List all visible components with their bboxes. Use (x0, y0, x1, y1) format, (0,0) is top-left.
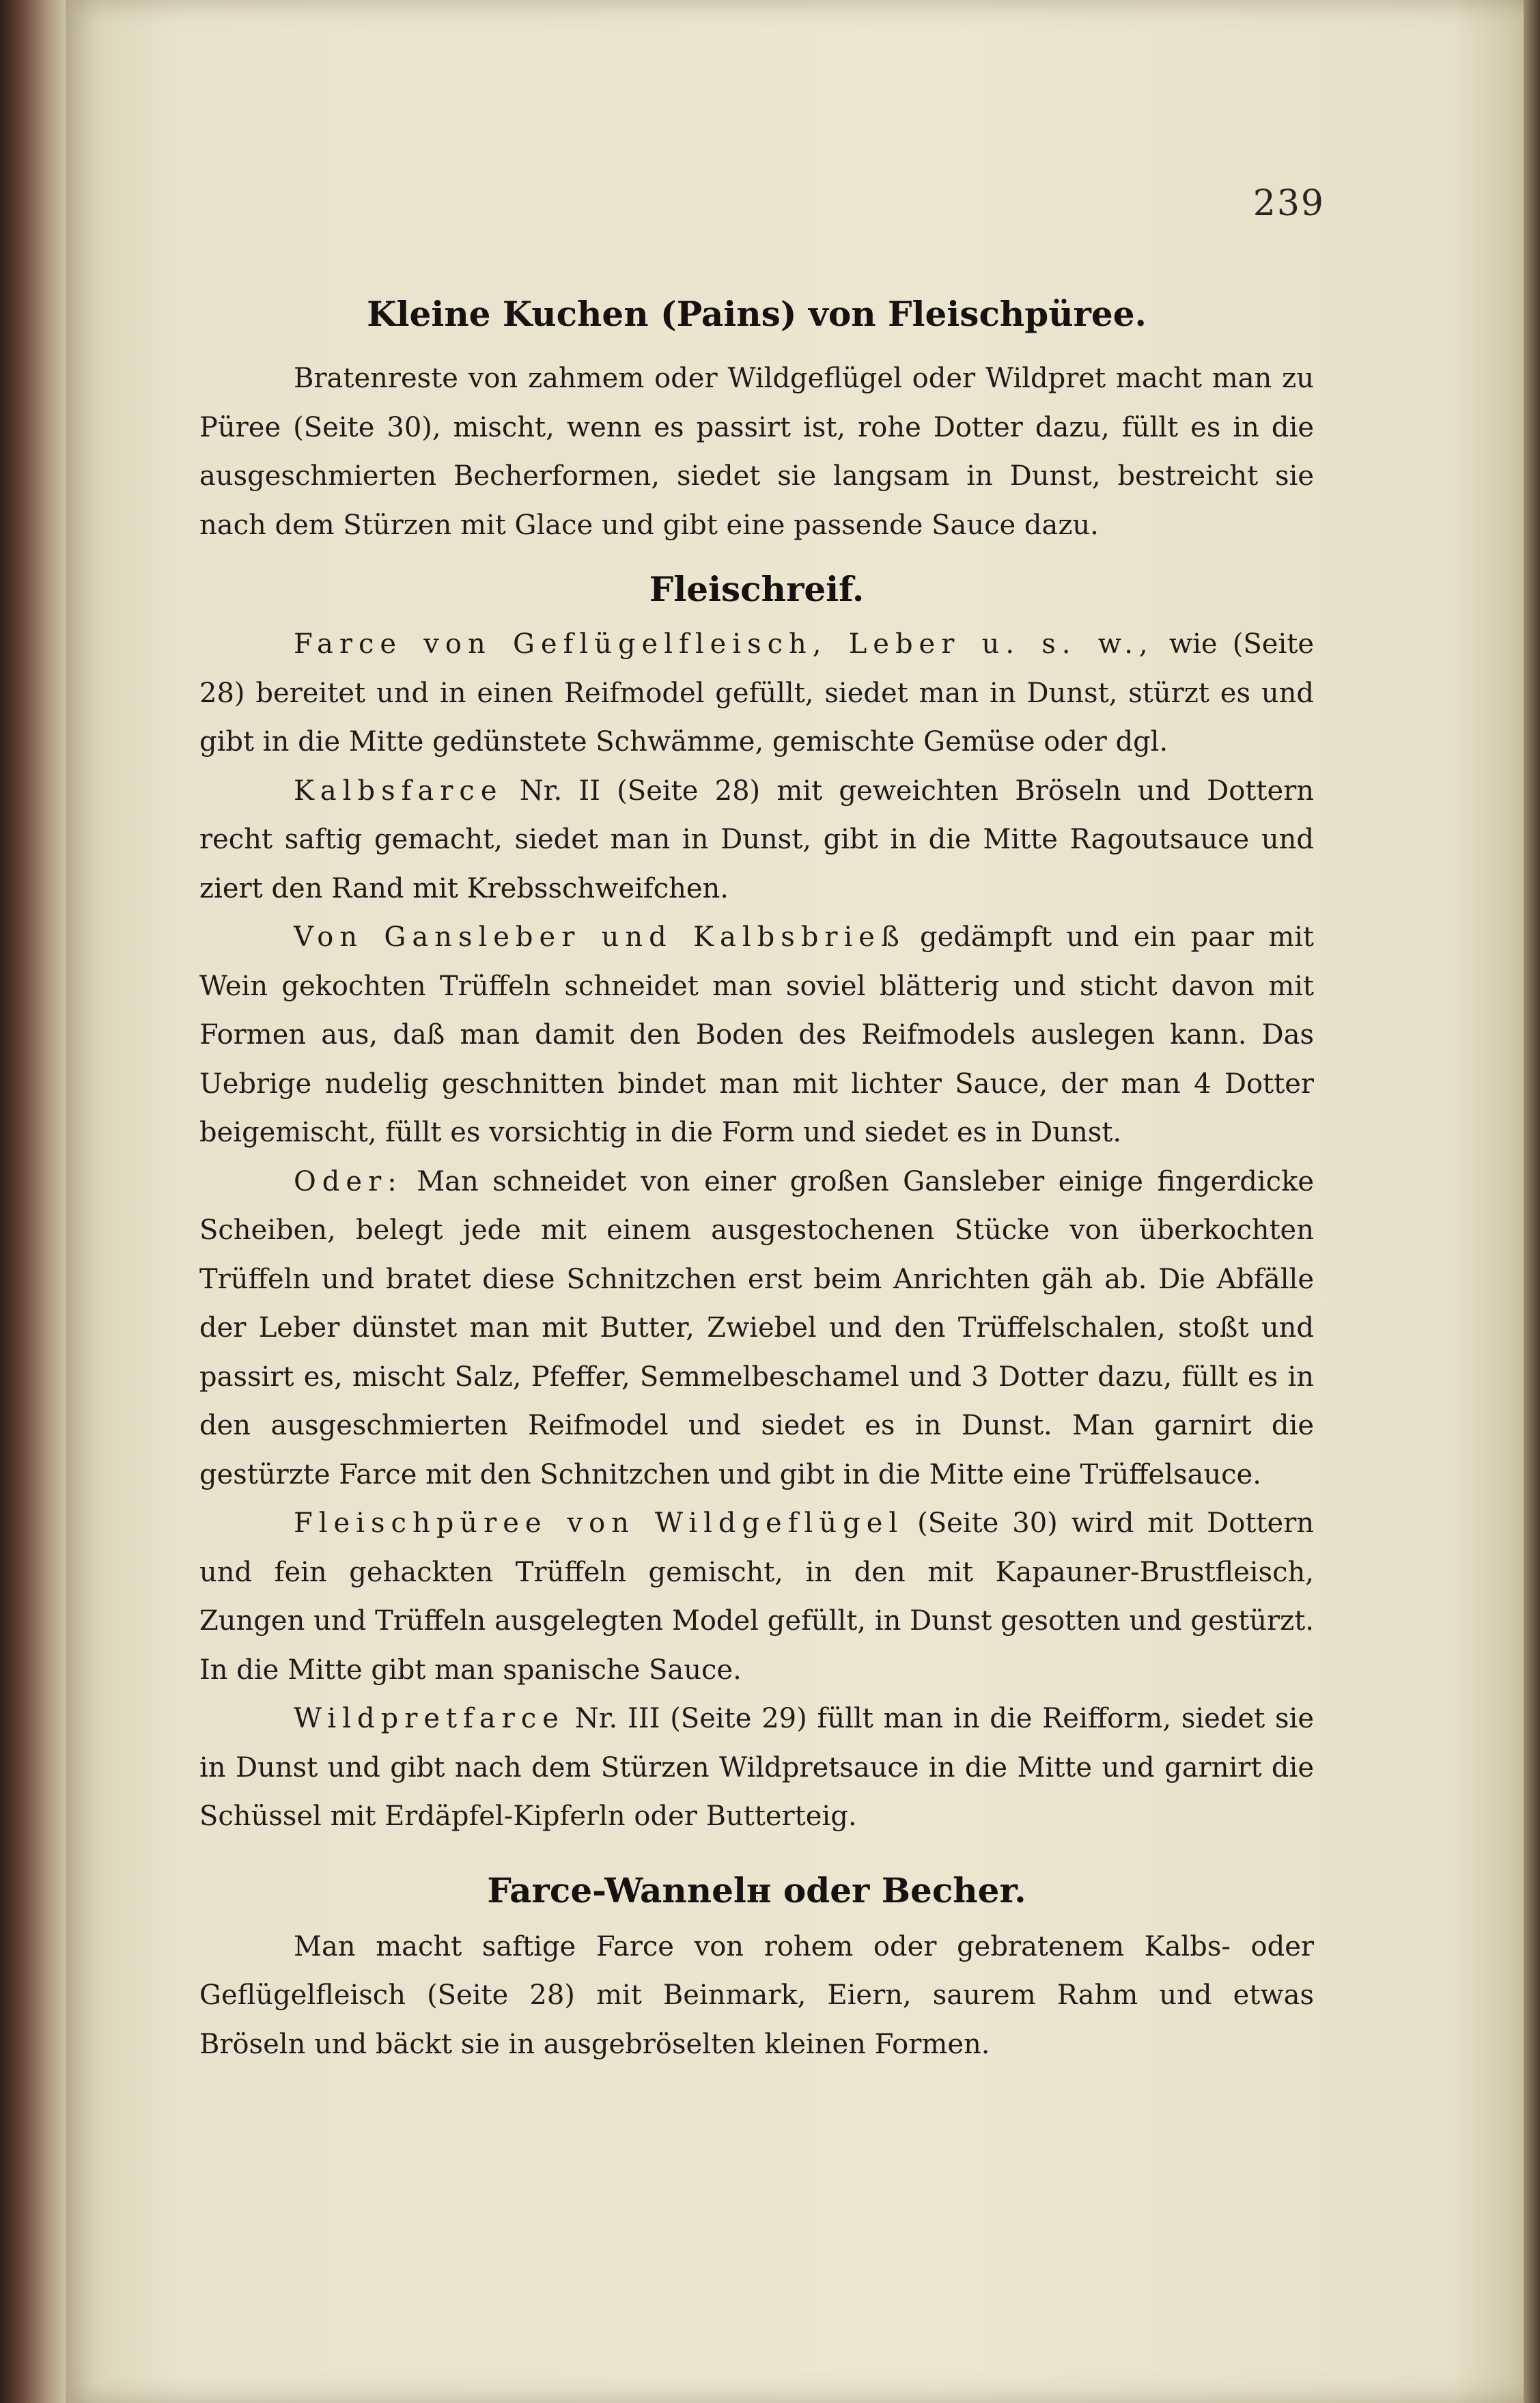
paragraph: Bratenreste von zahmem oder Wildgeflügel oder Wildpret macht man zu Püree (Seite 30), mischt, wenn es passirt ist, rohe Dotter dazu, füllt es in die ausgeschmierten Becherformen, siedet sie langsam in Dunst, bestreicht sie nach dem Stürzen mit Glace und gibt eine passende Sauce dazu. (199, 363, 1314, 541)
paragraph-lead: Von Gansleber und Kalbsbrieß (294, 921, 906, 953)
paragraph-text: Nr. II (Seite 28) mit geweichten Bröseln und Dottern recht saftig gemacht, siedet man in Dunst, gibt in die Mitte Ragoutsauce und ziert den Rand mit Krebsschweifchen. (199, 775, 1314, 904)
paragraph (199, 1499, 1314, 1695)
paragraph (199, 620, 1314, 767)
paragraph-lead: Kalbsfarce (294, 775, 503, 807)
paragraph-lead: Fleischpüree von Wildgeflügel (294, 1508, 904, 1539)
paragraph-text: wie (Seite 28) bereitet und in einen Reifmodel gefüllt, siedet man in Dunst, stürzt es und gibt in die Mitte gedünstete Schwämme, gemischte Gemüse oder dgl. (199, 628, 1314, 758)
paragraph-lead: Farce von Geflügelfleisch, Leber u. s. w., (294, 628, 1154, 660)
page-number: 239 (1252, 183, 1325, 224)
section-title-farce-wanneln: Farce-Wannelн oder Becher. (487, 1870, 1026, 1911)
book-spine (0, 0, 66, 2403)
paragraph (199, 913, 1314, 1158)
paragraph-lead: Oder: (294, 1165, 403, 1197)
paragraph (199, 767, 1314, 914)
section-title-fleischreif: Fleischreif. (649, 569, 865, 609)
paragraph: Man macht saftige Farce von rohem oder gebratenem Kalbs- oder Geflügelfleisch (Seite 28) mit Beinmark, Eiern, saurem Rahm und etwas Bröseln und bäckt sie in ausgebröselten kleinen Formen. (199, 1930, 1314, 2060)
paragraph-text: (Seite 30) wird mit Dottern und fein gehackten Trüffeln gemischt, in den mit Kapauner-Brustfleisch, Zungen und Trüffeln ausgelegten Model gefüllt, in Dunst gesotten und gestürzt. In die Mitte gibt man spanische Sauce. (199, 1508, 1314, 1686)
paragraph-text: Nr. III (Seite 29) füllt man in die Reifform, siedet sie in Dunst und gibt nach dem Stürzen Wildpretsauce in die Mitte und garnirt die Schüssel mit Erdäpfel-Kipferln oder Butterteig. (199, 1703, 1314, 1832)
section-title-pains: Kleine Kuchen (Pains) von Fleischpüree. (367, 294, 1147, 334)
page-content (199, 294, 1314, 2069)
paragraph-text: gedämpft und ein paar mit Wein gekochten Trüffeln schneidet man soviel blätterig und sticht davon mit Formen aus, daß man damit den Boden des Reifmodels auslegen kann. Das Uebrige nudelig geschnitten bindet man mit lichter Sauce, der man 4 Dotter beigemischt, füllt es vorsichtig in die Form und siedet es in Dunst. (199, 921, 1314, 1148)
paragraph (199, 1158, 1314, 1500)
paragraph (199, 1695, 1314, 1842)
paragraph-text: Man schneidet von einer großen Gansleber einige fingerdicke Scheiben, belegt jede mit einem ausgestochenen Stücke von überkochten Trüffeln und bratet diese Schnitzchen erst beim Anrichten gäh ab. Die Abfälle der Leber dünstet man mit Butter, Zwiebel und den Trüffelschalen, stoßt und passirt es, mischt Salz, Pfeffer, Semmelbeschamel und 3 Dotter dazu, füllt es in den ausgeschmierten Reifmodel und siedet es in Dunst. Man garnirt die gestürzte Farce mit den Schnitzchen und gibt in die Mitte eine Trüffelsauce. (199, 1165, 1314, 1490)
paragraph-lead: Wildpretfarce (294, 1703, 565, 1734)
page-edge (1524, 0, 1540, 2403)
